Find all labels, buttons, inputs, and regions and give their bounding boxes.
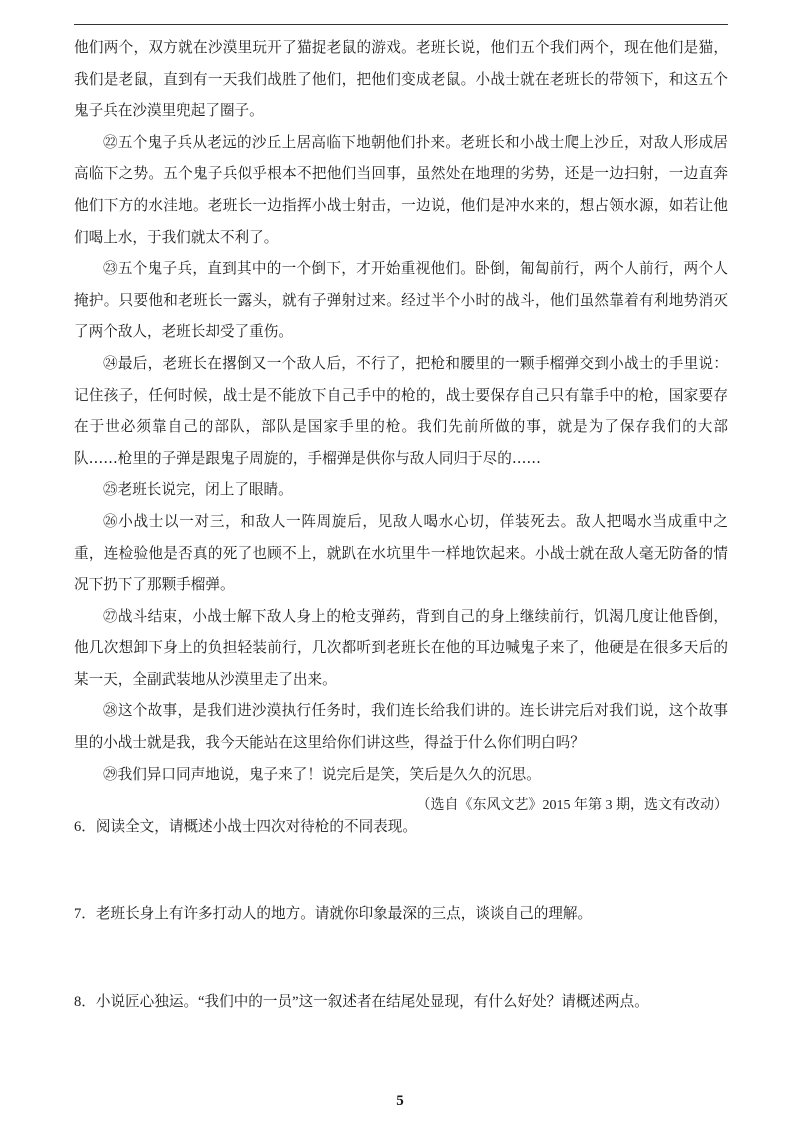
article-paragraph-27: ㉗战斗结束，小战士解下敌人身上的枪支弹药，背到自己的身上继续前行，饥渴几度让他昏倒，他几次想卸下身上的负担轻装前行，几次都听到老班长在他的耳边喊鬼子来了，他硬是在很多天后的某一天，全副武装地从沙漠里走了出来。	[74, 607, 728, 688]
question-7: 7．老班长身上有许多打动人的地方。请就你印象最深的三点，谈谈自己的理解。	[74, 906, 593, 922]
article-paragraph-29: ㉙我们异口同声地说，鬼子来了！说完后是笑，笑后是久久的沉思。	[103, 765, 541, 783]
article-source: （选自《东风文艺》2015 年第 3 期，选文有改动）	[416, 798, 728, 814]
article-body	[74, 32, 728, 822]
article-paragraph-28: ㉘这个故事，是我们进沙漠执行任务时，我们连长给我们讲的。连长讲完后对我们说，这个故事里的小战士就是我，我今天能站在这里给你们讲这些，得益于什么你们明白吗？	[74, 702, 728, 752]
article-paragraph-24: ㉔最后，老班长在撂倒又一个敌人后，不行了，把枪和腰里的一颗手榴弹交到小战士的手里说：记住孩子，任何时候，战士是不能放下自己手中的枪的，战士要保存自己只有靠手中的枪，国家要存在于世必须靠自己的部队，部队是国家手里的枪。我们先前所做的事，就是为了保存我们的大部队……枪里的子弹是跟鬼子周旋的，手榴弹是供你与敌人同归于尽的……	[74, 354, 728, 467]
article-paragraph-26: ㉖小战士以一对三，和敌人一阵周旋后，见敌人喝水心切，佯装死去。敌人把喝水当成重中之重，连检验他是否真的死了也顾不上，就趴在水坑里牛一样地饮起来。小战士就在敌人毫无防备的情况下扔下了那颗手榴弹。	[74, 512, 728, 594]
article-paragraph-22: ㉒五个鬼子兵从老远的沙丘上居高临下地朝他们扑来。老班长和小战士爬上沙丘，对敌人形成居高临下之势。五个鬼子兵似乎根本不把他们当回事，虽然处在地理的劣势，还是一边扫射，一边直奔他们下方的水洼地。老班长一边指挥小战士射击，一边说，他们是冲水来的，想占领水源，如若让他们喝上水，于我们就太不利了。	[74, 133, 728, 246]
article-paragraph-25: ㉕老班长说完，闭上了眼睛。	[103, 481, 293, 499]
page-number: 5	[396, 1093, 404, 1109]
question-8: 8．小说匠心独运。“我们中的一员”这一叙述者在结尾处显现，有什么好处？请概述两点。	[74, 994, 649, 1010]
question-6: 6．阅读全文，请概述小战士四次对待枪的不同表现。	[74, 819, 417, 835]
header-rule	[74, 24, 728, 25]
article-paragraph-23: ㉓五个鬼子兵，直到其中的一个倒下，才开始重视他们。卧倒，匍匐前行，两个人前行，两个人掩护。只要他和老班长一露头，就有子弹射过来。经过半个小时的战斗，他们虽然靠着有利地势消灭了两个敌人，老班长却受了重伤。	[74, 260, 728, 341]
article-paragraph-continued: 他们两个，双方就在沙漠里玩开了猫捉老鼠的游戏。老班长说，他们五个我们两个，现在他们是猫，我们是老鼠，直到有一天我们战胜了他们，把他们变成老鼠。小战士就在老班长的带领下，和这五个鬼子兵在沙漠里兜起了圈子。	[74, 39, 728, 120]
